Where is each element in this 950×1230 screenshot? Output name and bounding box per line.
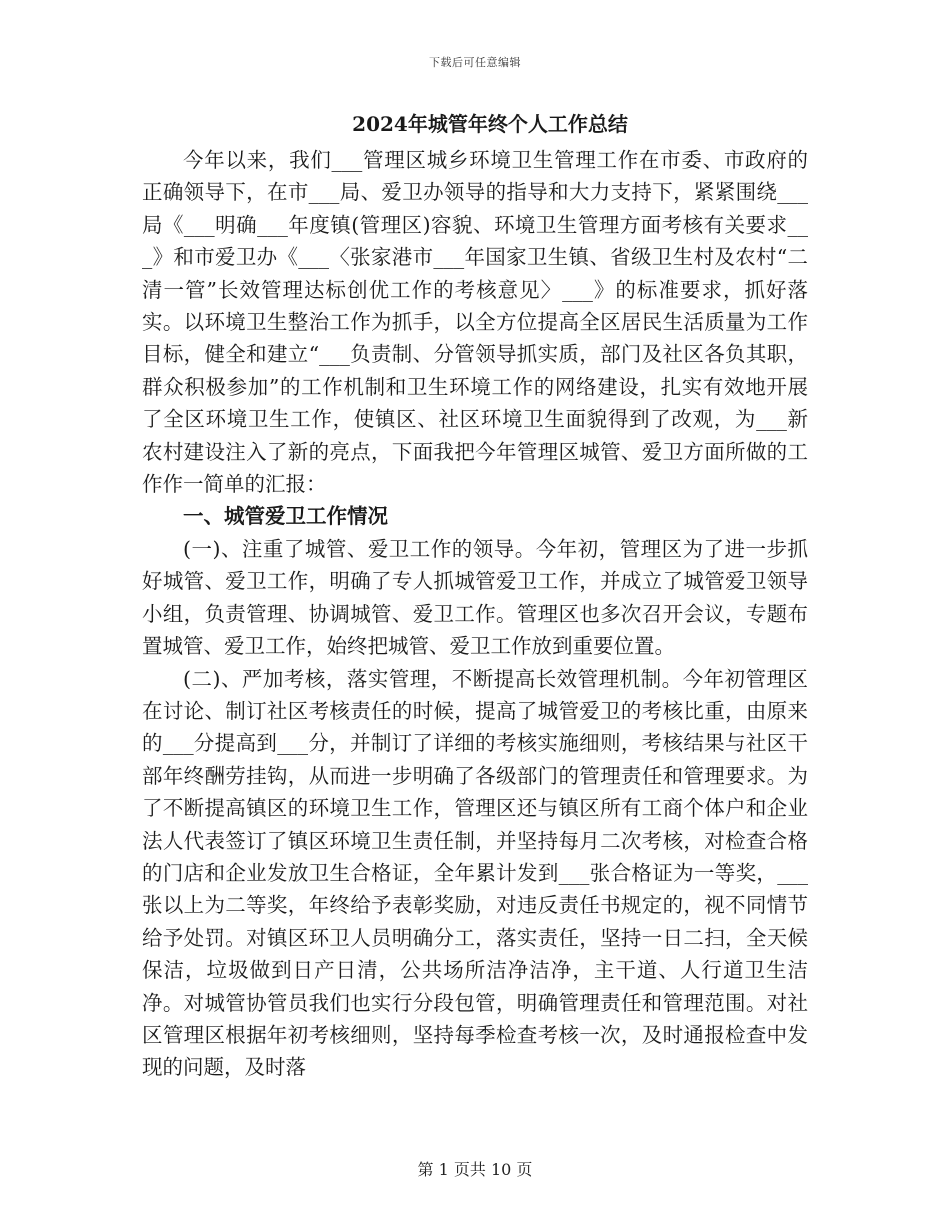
paragraph-intro: 今年以来，我们___管理区城乡环境卫生管理工作在市委、市政府的正确领导下，在市___局、爱卫办领导的指导和大力支持下，紧紧围绕___局《___明确___年度镇(管理区)容貌、环境卫生管理方面考核有关要求___》和市爱卫办《___〈张家港市___年国家卫生镇、省级卫生村及农村“二清一管”长效管理达标创优工作的考核意见〉___》的标准要求，抓好落实。以环境卫生整治工作为抓手，以全方位提高全区居民生活质量为工作目标，健全和建立“___负责制、分管领导抓实质，部门及社区各负其职，群众积极参加”的工作机制和卫生环境工作的网络建设，扎实有效地开展了全区环境卫生工作，使镇区、社区环境卫生面貌得到了改观，为___新农村建设注入了新的亮点，下面我把今年管理区城管、爱卫方面所做的工作作一简单的汇报： [142,148,808,497]
paragraph-item-1: (一)、注重了城管、爱卫工作的领导。今年初，管理区为了进一步抓好城管、爱卫工作，明确了专人抓城管爱卫工作，并成立了城管爱卫领导小组，负责管理、协调城管、爱卫工作。管理区也多次召开会议，专题布置城管、爱卫工作，始终把城管、爱卫工作放到重要位置。 [142,536,808,659]
header-note: 下载后可任意编辑 [429,56,521,69]
page-footer: 第 1 页共 10 页 [417,1160,533,1179]
section-heading-1: 一、城管爱卫工作情况 [183,504,388,529]
paragraph-item-2: (二)、严加考核，落实管理，不断提高长效管理机制。今年初管理区在讨论、制订社区考核责任的时候，提高了城管爱卫的考核比重，由原来的___分提高到___分，并制订了详细的考核实施细则，考核结果与社区干部年终酬劳挂钩，从而进一步明确了各级部门的管理责任和管理要求。为了不断提高镇区的环境卫生工作，管理区还与镇区所有工商个体户和企业法人代表签订了镇区环境卫生责任制，并坚持每月二次考核，对检查合格的门店和企业发放卫生合格证，全年累计发到___张合格证为一等奖，___张以上为二等奖，年终给予表彰奖励，对违反责任书规定的，视不同情节给予处罚。对镇区环卫人员明确分工，落实责任，坚持一日二扫，全天候保洁，垃圾做到日产日清，公共场所洁净洁净，主干道、人行道卫生洁净。对城管协管员我们也实行分段包管，明确管理责任和管理范围。对社区管理区根据年初考核细则，坚持每季检查考核一次，及时通报检查中发现的问题，及时落 [142,666,808,1080]
document-title: 2024年城管年终个人工作总结 [352,112,628,136]
document-body [142,106,808,1084]
